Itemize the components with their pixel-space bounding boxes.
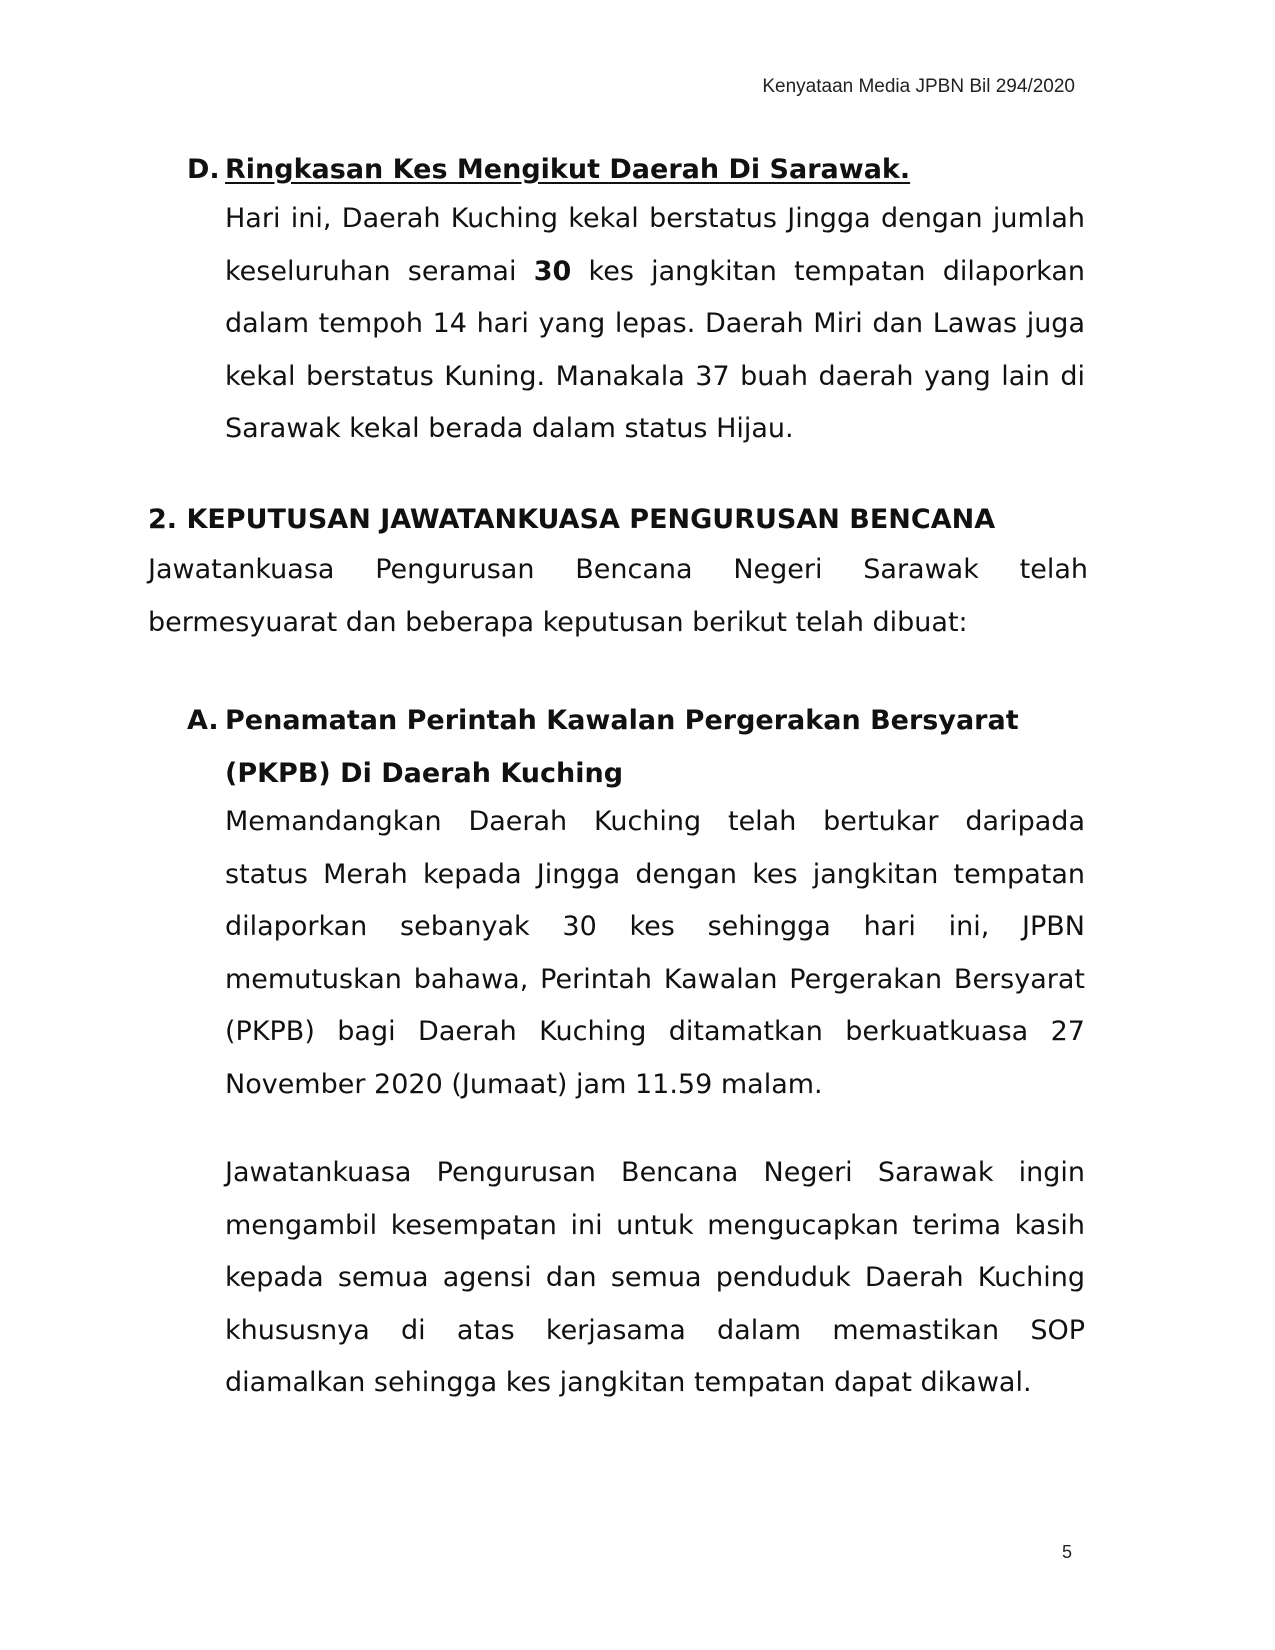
section-d-title: Ringkasan Kes Mengikut Daerah Di Sarawak. [225, 154, 911, 185]
page-header: Kenyataan Media JPBN Bil 294/2020 [762, 76, 1075, 97]
section-d-paragraph [225, 193, 1085, 456]
section-d-para-end: kes jangkitan tempatan dilaporkan dalam tempoh 14 hari yang lepas. Daerah Miri dan Lawas juga kekal berstatus Kuning. Manakala 37 buah daerah yang lain di Sarawak kekal berada dalam status Hijau. [225, 255, 1085, 444]
section-d-title-wrap [225, 144, 910, 197]
section-d-case-count: 30 [533, 255, 572, 287]
page-number: 5 [1061, 1542, 1072, 1562]
section-a-heading [187, 695, 1087, 800]
section-d-heading [187, 144, 1087, 197]
section-a-paragraph-1: Memandangkan Daerah Kuching telah bertukar daripada status Merah kepada Jingga dengan kes jangkitan tempatan dilaporkan sebanyak 30 kes sehingga hari ini, JPBN memutuskan bahawa, Perintah Kawalan Pergerakan Bersyarat (PKPB) bagi Daerah Kuching ditamatkan berkuatkuasa 27 November 2020 (Jumaat) jam 11.59 malam. [225, 806, 1085, 1100]
section-2-intro: Jawatankuasa Pengurusan Bencana Negeri Sarawak telah bermesyuarat dan beberapa keputusan berikut telah dibuat: [148, 554, 1088, 638]
section-a-paragraph-2: Jawatankuasa Pengurusan Bencana Negeri Sarawak ingin mengambil kesempatan ini untuk mengucapkan terima kasih kepada semua agensi dan semua penduduk Daerah Kuching khususnya di atas kerjasama dalam memastikan SOP diamalkan sehingga kes jangkitan tempatan dapat dikawal. [225, 1157, 1085, 1398]
section-a-marker: A. [187, 705, 219, 736]
section-a-title: Penamatan Perintah Kawalan Pergerakan Bersyarat (PKPB) Di Daerah Kuching [225, 705, 1019, 789]
section-d-para-start: Hari ini, Daerah Kuching kekal berstatus Jingga dengan jumlah keseluruhan seramai [225, 203, 1085, 287]
section-d-marker: D. [187, 154, 220, 185]
section-2-heading: 2. KEPUTUSAN JAWATANKUASA PENGURUSAN BENCANA [148, 504, 996, 535]
